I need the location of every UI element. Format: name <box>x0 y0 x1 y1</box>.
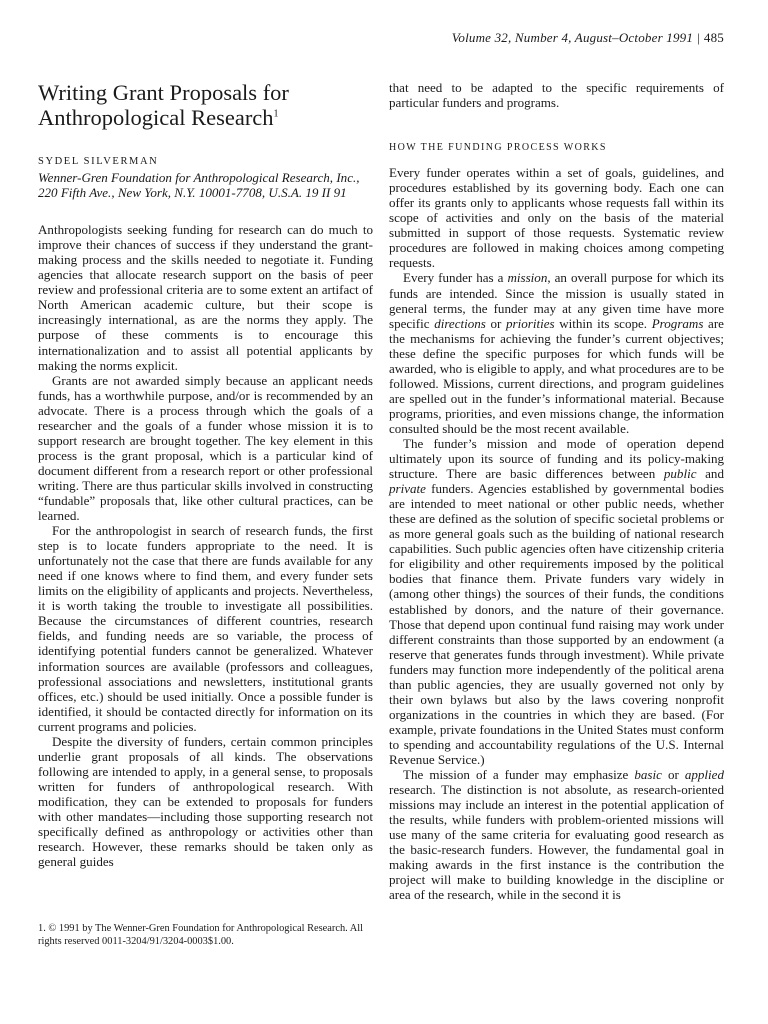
text-run: and <box>696 466 724 482</box>
paragraph: Every funder operates within a set of goals, guidelines, and procedures established by its governing body. Each one can offer its grants only to applicants whose requests fall within its scope of activities and only on the basis of the material submitted in support of those requests. Systematic review procedures are followed in making choices among competing requests. <box>389 165 724 271</box>
article-title-text: Writing Grant Proposals for Anthropological Research <box>38 80 289 130</box>
paragraph: Grants are not awarded simply because an applicant needs funds, has a worthwhile purpose, and/or is recommended by an advocate. There is a process through which the goals of a researcher and the goals of a funder whose mission it is to support research are brought together. The key element in this process is the grant proposal, which is a particular kind of document different from a research report or other professional writing. There are thus particular skills involved in constructing “fundable” proposals that, like other cultural practices, can be learned. <box>38 372 373 524</box>
section-heading: HOW THE FUNDING PROCESS WORKS <box>389 142 607 154</box>
text-run: The mission of a funder may emphasize <box>403 767 635 783</box>
term-public: public <box>663 466 697 482</box>
text-run: or <box>485 315 506 331</box>
term-programs: Programs <box>651 315 704 331</box>
text-run: Every funder has a <box>403 270 508 286</box>
author-affiliation: Wenner-Gren Foundation for Anthropological Research, Inc., 220 Fifth Ave., New York, N.Y. 10001-7708, U.S.A. 19 II 91 <box>38 170 360 201</box>
text-run: funders. Agencies established by governmental bodies are intended to meet national or other public needs, whether these are defined as the solution of specific societal problems or as more general goals such as the building of national research capabilities. Such public agencies often have citizenship criteria for eligibility and other requirements imposed by the political bodies that finance them. Private funders vary widely in (among other things) the sources of their funds, the conditions established by donors, and the nature of their governance. Those that depend upon continual fund raising may work under different constraints than those supported by an endowment (a reserve that generates funds through investment). While private funders may function more independently of the political arena than public agencies, they are usually governed not only by their own bylaws but also by the laws covering nonprofit organizations in the countries in which they are based. (For example, private foundations in the United States must conform to spending and accountability regulations of the U.S. Internal Revenue Service.) <box>389 481 724 767</box>
term-directions: directions <box>434 315 486 331</box>
paragraph: Despite the diversity of funders, certain common principles underlie grant proposals of all kinds. The observations following are intended to apply, in a general sense, to proposals written for funders of anthropological research. With modification, they can be extended to proposals for funders with other mandates—including those supporting research not specifically defined as anthropology or activities other than research. However, these remarks should be taken only as general guides <box>38 733 373 870</box>
term-basic: basic <box>634 767 662 783</box>
journal-info: Volume 32, Number 4, August–October 1991 <box>451 30 694 45</box>
paragraph: Anthropologists seeking funding for research can do much to improve their chances of success if they understand the grant-making process and the skills needed to negotiate it. Funding agencies that allocate research support on the basis of peer review and professional criteria are to some extent an artifact of North American academic culture, but their scope is increasingly international, as are the norms they apply. The purpose of these comments is to encourage this internationalization and to assist all potential applicants by making the norms explicit. <box>38 222 373 373</box>
paragraph-continuation: that need to be adapted to the specific requirements of particular funders and programs. <box>389 80 724 111</box>
page-number: 485 <box>703 30 724 45</box>
footnote: 1. © 1991 by The Wenner-Gren Foundation for Anthropological Research. All rights reserved 0011-3204/91/3204-0003$1.00. <box>38 923 364 947</box>
paragraph <box>389 767 724 902</box>
term-private: private <box>389 481 426 497</box>
text-run: within its scope. <box>554 315 652 331</box>
left-column <box>38 80 373 869</box>
article-title <box>38 80 373 130</box>
running-head <box>452 30 724 46</box>
term-mission: mission <box>507 270 548 286</box>
text-run: or <box>661 767 685 783</box>
paragraph <box>389 270 724 436</box>
term-priorities: priorities <box>506 315 555 331</box>
paragraph: For the anthropologist in search of research funds, the first step is to locate funders appropriate to the need. It is unfortunately not the case that there are funds available for any need if one knows where to find them, and every funder sets limits on the eligibility of applicants and projects. Nevertheless, it is worth taking the trouble to investigate all possibilities. Because the circumstances of different countries, research fields, and funding needs are so variable, the process of identifying potential funders cannot be generalized. Whatever information sources are available (professors and colleagues, professional associations and newsletters, institutional grants offices, etc.) should be used initially. Once a possible funder is identified, it should be contacted directly for information on its current programs and policies. <box>38 523 373 734</box>
header-separator: | <box>697 30 700 45</box>
text-run: are the mechanisms for achieving the funder’s current objectives; these define the specific purposes for which funds will be awarded, who is eligible to apply, and what procedures are to be followed. Missions, current directions, and program guidelines are spelled out in the funder’s informational material. Because programs, priorities, and even missions change, the information consulted should be the most recent available. <box>389 315 724 436</box>
right-column <box>389 80 724 902</box>
author-name: SYDEL SILVERMAN <box>38 156 159 167</box>
text-run: research. The distinction is not absolute, as research-oriented missions may include an interest in the potential application of the results, while funders with problem-oriented missions will use many of the same criteria for evaluating good research as the basic-research funders. However, the fundamental goal in making awards in the first instance is the contribution the project will make to building knowledge in the discipline or area of the research, while in the second it is <box>389 782 724 903</box>
term-applied: applied <box>684 767 724 783</box>
title-footnote-marker: 1 <box>273 108 279 120</box>
text-run: , an overall purpose for which its funds are intended. Since the mission is usually stated in general terms, the funder may at any given time have more specific <box>389 270 724 331</box>
paragraph <box>389 436 724 767</box>
text-run: The funder’s mission and mode of operation depend ultimately upon its source of funding and its policy-making structure. There are basic differences between <box>389 435 724 482</box>
